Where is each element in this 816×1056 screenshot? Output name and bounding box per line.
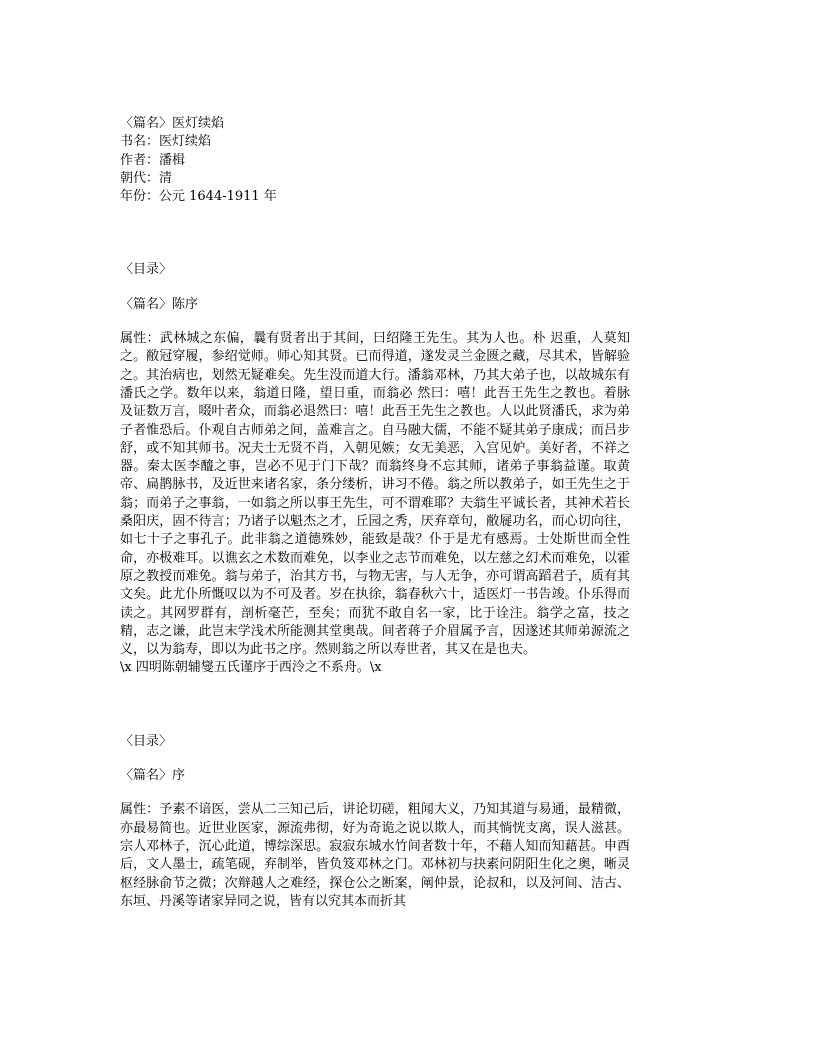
section-gap <box>120 314 630 330</box>
section-gap <box>120 206 630 261</box>
toc-marker: 〈目录〉 <box>120 733 173 749</box>
signature-line: \x 四明陈朝辅燮五氏谨序于西泠之不系舟。\x <box>120 660 382 676</box>
section-heading: 〈篇名〉序 <box>120 768 186 784</box>
book-title: 书名：医灯续焰 <box>120 134 212 150</box>
section-gap <box>120 785 630 801</box>
author-line: 作者：潘楫 <box>120 152 186 168</box>
section-heading: 〈篇名〉陈序 <box>120 296 199 312</box>
section-gap <box>120 678 630 733</box>
document-page <box>120 115 630 911</box>
dynasty-line: 朝代：清 <box>120 170 173 186</box>
body-paragraph: 属性：武林城之东偏，曩有贤者出于其间，曰绍隆王先生。其为人也。朴 迟重，人莫知之。敝冠穿履，参绍觉师。师心知其贤。已而得道，遂发灵兰金匮之藏，尽其术，皆解验之。其治病也，划然无疑难矣。先生没而道大行。潘翁邓林，乃其大弟子也，以故城东有潘氏之学。数年以来，翁道日隆，望日重，而翁必 然曰：嘻！此吾王先生之教也。着脉及证数万言，啜叶者众，而翁必退然曰：嘻！此吾王先生之教也。人以此贤潘氏，求为弟子者惟恐后。仆观自古师弟之间，盖难言之。自马融大儒，不能不疑其弟子康成；而吕步舒，或不知其师书。况夫士无贤不肖，入朝见嫉；女无美恶，入宫见妒。美好者，不祥之器。秦太医李醯之事，岂必不见于门下哉？而翁终身不忘其师，诸弟子事翁益谨。取黄帝、扁鹊脉书，及近世来诸名家，条分缕析，讲习不倦。翁之所以教弟子，如王先生之于翁；而弟子之事翁，一如翁之所以事王先生，可不谓难耶？夫翁生平诚长者，其神术若长桑阳庆，固不待言；乃诸子以魁杰之才，丘园之秀，厌弃章句，敝屣功名，而心切向往，如七十子之事孔子。此非翁之道德殊妙，能致是哉？仆于是尤有感焉。士处斯世而全性命，亦极难耳。以谯玄之术数而难免，以李业之志节而难免，以左慈之幻术而难免，以霍原之教授而难免。翁与弟子，治其方书，与物无害，与人无争，亦可谓高蹈君子，质有其文矣。此尤仆所慨叹以为不可及者。岁在执徐，翁春秋六十，适医灯一书告竣。仆乐得而读之。其网罗群有，剖析毫芒，至矣；而犹不敢自名一家，比于诠注。翁学之富，技之精，志之谦，此岂末学浅术所能测其堂奥哉。间者蒋子介眉属予言，因遂述其师弟源流之义，以为翁寿，即以为此书之序。然则翁之所以寿世者，其又在是也夫。 <box>120 331 630 658</box>
years-line: 年份：公元 1644-1911 年 <box>120 189 277 205</box>
chapter-heading: 〈篇名〉医灯续焰 <box>120 116 225 131</box>
section-gap <box>120 751 630 767</box>
toc-marker: 〈目录〉 <box>120 262 173 278</box>
section-gap <box>120 280 630 296</box>
body-paragraph: 属性：予素不谙医，尝从二三知己后，讲论切磋，粗闻大义，乃知其道与易通，最精微，亦最易简也。近世业医家，源流弗彻，好为奇诡之说以欺人，而其惝恍支离，误人滋甚。宗人邓林子，沉心此道，博综深思。寂寂东城水竹间者数十年，不藉人知而知藉甚。申酉后，文人墨士，疏笔砚，弃制举，皆负笈邓林之门。邓林初与抉素问阴阳生化之奥，晰灵枢经脉俞节之微；次辩越人之难经，探仓公之断案，阐仲景，论叔和，以及河间、洁古、东垣、丹溪等诸家异同之说，皆有以究其本而折其 <box>120 802 630 909</box>
